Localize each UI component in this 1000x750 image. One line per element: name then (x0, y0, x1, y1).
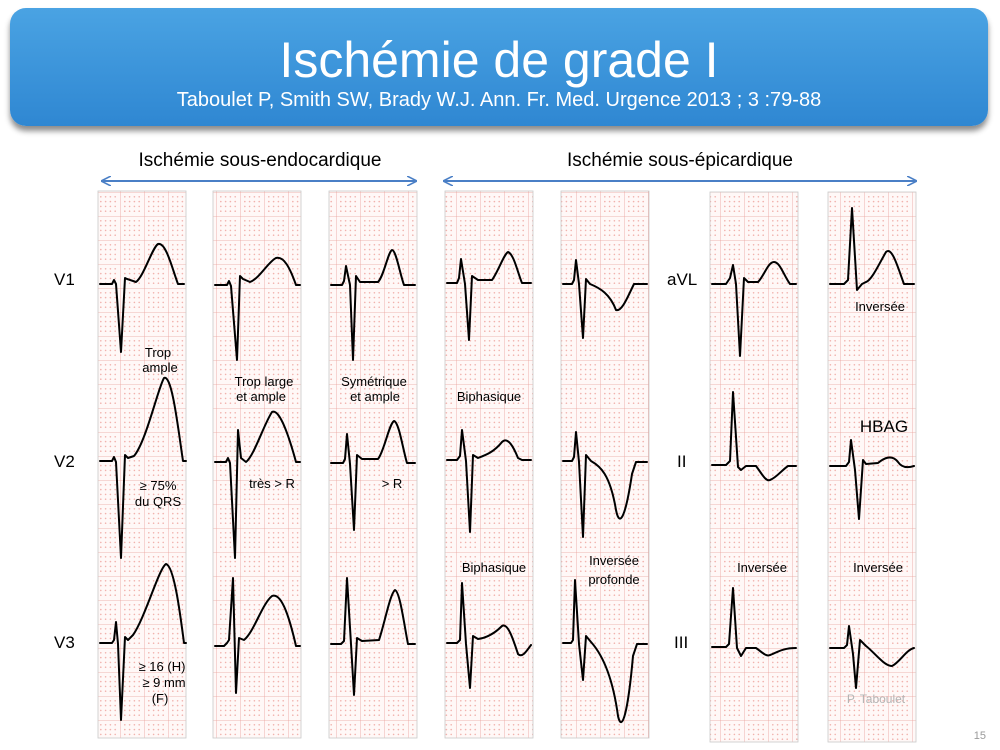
annotation-pct-1: ≥ 75% (139, 478, 177, 493)
annotation-gt-r: > R (381, 476, 403, 491)
lead-label-ii: II (677, 452, 687, 471)
lead-label-v3: V3 (54, 633, 75, 652)
annotation-inversee-avl-col7: Inversée (855, 299, 905, 314)
section-label-sous-endocardique: Ischémie sous-endocardique (138, 150, 382, 171)
annotation-tres-r: très > R (249, 476, 295, 491)
lead-label-avl: aVL (667, 270, 698, 289)
annotation-inversee-profonde-1: Inversée (589, 553, 639, 568)
lead-label-iii: III (674, 633, 689, 652)
annotation-mm-1: ≥ 16 (H) (138, 659, 186, 674)
section-label-sous-epicardique: Ischémie sous-épicardique (566, 150, 794, 171)
slide-title: Ischémie de grade I (279, 32, 719, 88)
annotation-symetrique-1: Symétrique (341, 374, 407, 389)
annotation-hbag: HBAG (859, 417, 909, 436)
annotation-inversee-iii-col6: Inversée (737, 560, 787, 575)
annotation-trop-large-1: Trop large (234, 374, 294, 389)
page-number: 15 (973, 730, 986, 742)
annotation-inversee-iii-col7: Inversée (853, 560, 903, 575)
annotation-trop-ample-1: Trop (144, 345, 172, 360)
annotation-symetrique-2: et ample (350, 389, 400, 404)
annotation-pct-2: du QRS (134, 494, 182, 509)
annotation-trop-ample-2: ample (142, 360, 178, 375)
annotation-mm-3: (F) (151, 691, 169, 706)
annotation-biphasique-v2: Biphasique (456, 389, 522, 404)
annotation-mm-2: ≥ 9 mm (142, 675, 186, 690)
ecg-strip-2 (213, 191, 301, 738)
annotation-trop-large-2: et ample (236, 389, 286, 404)
annotation-biphasique-v3: Biphasique (461, 560, 527, 575)
slide-subtitle: Taboulet P, Smith SW, Brady W.J. Ann. Fr. Med. Urgence 2013 ; 3 :79-88 (176, 89, 822, 111)
lead-label-v2: V2 (54, 452, 75, 471)
lead-label-v1: V1 (54, 270, 75, 289)
watermark: P. Taboulet (846, 692, 906, 706)
annotation-inversee-profonde-2: profonde (588, 572, 640, 587)
ecg-strip-3 (329, 191, 417, 738)
